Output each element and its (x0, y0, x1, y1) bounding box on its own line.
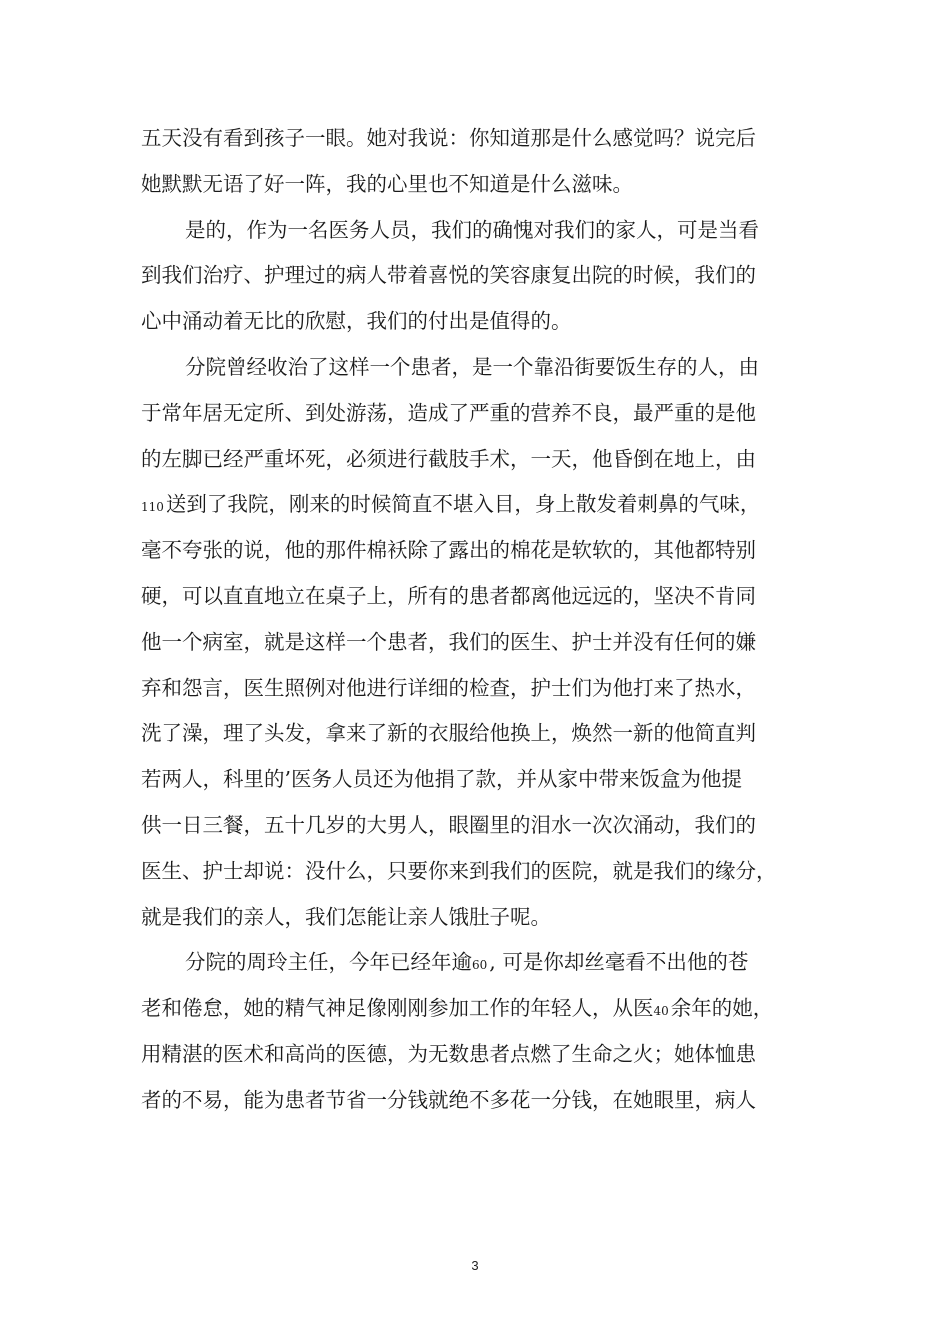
text-line: 于常年居无定所、到处游荡，造成了严重的营养不良，最严重的是他 (141, 400, 756, 425)
text-line: 硬，可以直直地立在桌子上，所有的患者都离他远远的，坚决不肯同 (141, 583, 756, 608)
text-line: 到我们治疗、护理过的病人带着喜悦的笑容康复出院的时候，我们的 (141, 263, 756, 288)
text-line (141, 482, 831, 528)
text-line: 弃和怨言，医生照例对他进行详细的检查，护士们为他打来了热水， (141, 675, 756, 700)
text-line: 医生、护士却说：没什么，只要你来到我们的医院，就是我们的缘分， (141, 858, 777, 883)
text-line: 供一日三餐，五十几岁的大男人，眼圈里的泪水一次次涌动，我们的 (141, 812, 756, 837)
text-segment: , 可是你却丝毫看不出他的苍 (489, 950, 749, 975)
text-line: 毫不夸张的说，他的那件棉袄除了露出的棉花是软软的，其他都特别 (141, 538, 756, 563)
text-segment: 分院的周玲主任，今年已经年逾 (185, 950, 472, 975)
number-60: 60 (472, 958, 488, 973)
text-line: 她默默无语了好一阵，我的心里也不知道是什么滋味。 (141, 171, 633, 196)
paragraph-start (141, 940, 831, 986)
text-line: 洗了澡，理了头发，拿来了新的衣服给他换上，焕然一新的他简直判 (141, 721, 756, 746)
body-text (141, 116, 831, 1124)
text-segment: 余年的她， (670, 996, 774, 1021)
text-line: 者的不易，能为患者节省一分钱就绝不多花一分钱，在她眼里，病人 (141, 1087, 756, 1112)
text-segment: 老和倦怠，她的精气神足像刚刚参加工作的年轻人，从医 (141, 996, 654, 1021)
text-line: 若两人，科里的’医务人员还为他捐了款，并从家中带来饭盒为他提 (141, 767, 743, 792)
text-line: 就是我们的亲人，我们怎能让亲人饿肚子呢。 (141, 904, 551, 929)
text-line: 五天没有看到孩子一眼。她对我说：你知道那是什么感觉吗？说完后 (141, 126, 756, 150)
text-line: 的左脚已经严重坏死，必须进行截肢手术，一天，他昏倒在地上，由 (141, 446, 756, 471)
text-segment: 送到了我院，刚来的时候简直不堪入目，身上散发着刺鼻的气味， (165, 492, 761, 517)
page-number: 3 (471, 1258, 479, 1273)
number-110: 110 (141, 500, 164, 515)
text-line: 用精湛的医术和高尚的医德，为无数患者点燃了生命之火；她体恤患 (141, 1041, 756, 1066)
text-line: 他一个病室，就是这样一个患者，我们的医生、护士并没有任何的嫌 (141, 629, 756, 654)
text-line (141, 986, 831, 1032)
paragraph-start: 分院曾经收治了这样一个患者，是一个靠沿街要饭生存的人，由 (185, 354, 759, 379)
text-line: 心中涌动着无比的欣慰，我们的付出是值得的。 (141, 309, 572, 334)
number-40: 40 (653, 1004, 669, 1019)
paragraph-start: 是的，作为一名医务人员，我们的确愧对我们的家人，可是当看 (185, 217, 759, 242)
